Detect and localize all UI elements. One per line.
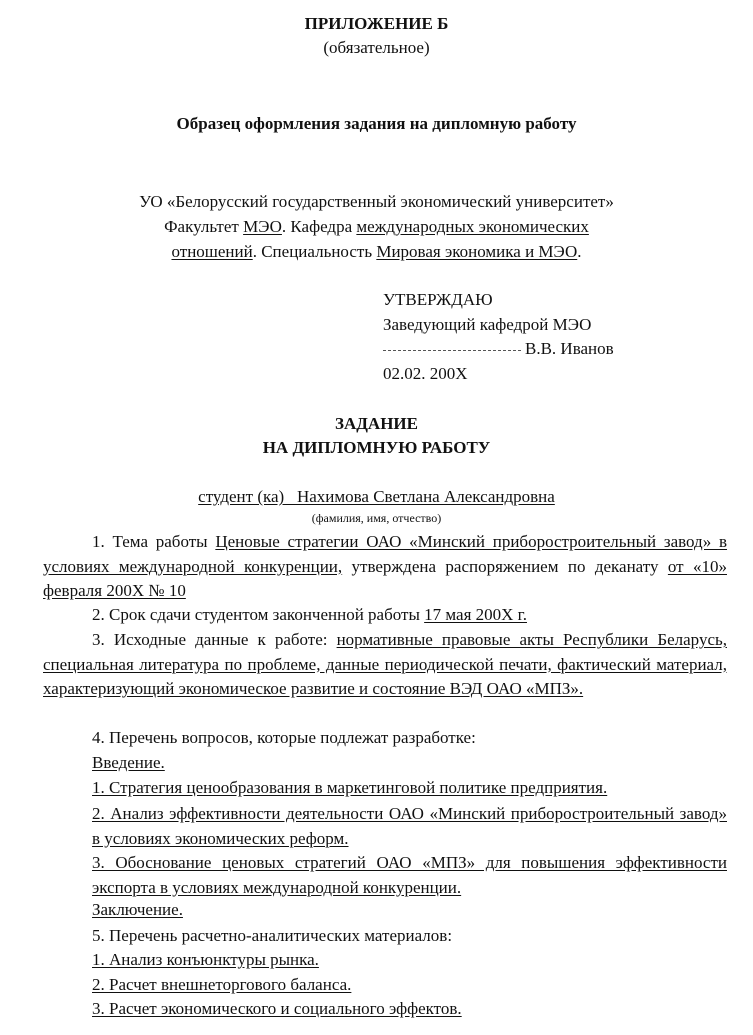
institution-name: УО «Белорусский государственный экономический университет» bbox=[139, 192, 614, 211]
faculty-value: МЭО bbox=[243, 217, 282, 236]
approval-signature bbox=[383, 337, 614, 362]
dept-value-2: отношений bbox=[171, 242, 253, 261]
sample-title: Образец оформления задания на дипломную работу bbox=[176, 114, 577, 133]
dept-value-1: международных экономических bbox=[356, 217, 589, 236]
item-5-m2: 2. Расчет внешнеторгового баланса. bbox=[92, 975, 352, 994]
item-3-data: нормативные правовые акты Республики Беларусь, специальная литература по проблеме, данные периодической печати, фактический материал, характеризующий экономическое развитие и состояние ВЭД ОАО «МПЗ». bbox=[43, 630, 727, 698]
item-4-label: 4. Перечень вопросов, которые подлежат разработке: bbox=[92, 728, 476, 747]
item-4-q1: 1. Стратегия ценообразования в маркетинговой политике предприятия. bbox=[92, 778, 608, 797]
item-4-q3: 3. Обоснование ценовых стратегий ОАО «МПЗ» для повышения эффективности экспорта в условиях международной конкуренции. bbox=[92, 853, 727, 897]
approval-date: 02.02. 200X bbox=[383, 363, 468, 383]
task-title bbox=[0, 412, 753, 460]
task-title-line1: ЗАДАНИЕ bbox=[334, 414, 418, 433]
item-2-label: 2. Срок сдачи студентом законченной работы bbox=[92, 605, 425, 624]
item-2 bbox=[43, 603, 727, 628]
student-line bbox=[0, 485, 753, 509]
item-3-label: 3. Исходные данные к работе: bbox=[92, 630, 337, 649]
approval-name: В.В. Иванов bbox=[525, 339, 614, 358]
item-2-date: 17 мая 200X г. bbox=[424, 605, 527, 624]
approval-block bbox=[383, 288, 614, 386]
item-1 bbox=[43, 530, 727, 604]
item-1-mid: утверждена распоряжением по деканату bbox=[342, 556, 668, 576]
item-4-conclusion: Заключение. bbox=[92, 900, 183, 919]
item-5-m3: 3. Расчет экономического и социального эффектов. bbox=[92, 999, 462, 1018]
specialty-value: Мировая экономика и МЭО bbox=[376, 242, 578, 261]
item-1-label: 1. Тема работы bbox=[92, 532, 216, 551]
appendix-mandatory: (обязательное) bbox=[323, 38, 430, 57]
item-4-intro: Введение. bbox=[92, 753, 165, 772]
item-3 bbox=[43, 628, 727, 702]
item-5-m1: 1. Анализ конъюнктуры рынка. bbox=[92, 950, 319, 969]
approval-title: УТВЕРЖДАЮ bbox=[383, 290, 493, 309]
task-title-line2: НА ДИПЛОМНУЮ РАБОТУ bbox=[262, 438, 491, 457]
specialty-label: . Специальность bbox=[252, 242, 377, 261]
specialty-line bbox=[0, 239, 753, 264]
signature-line bbox=[383, 350, 521, 351]
item-1-topic: Ценовые стратегии ОАО «Минский приборостроительный завод» в условиях международной конкуренции, bbox=[43, 532, 728, 576]
appendix-title: ПРИЛОЖЕНИЕ Б bbox=[304, 14, 449, 33]
item-1-order: от «10» февраля 200X № 10 bbox=[43, 556, 727, 600]
item-5-label: 5. Перечень расчетно-аналитических материалов: bbox=[92, 926, 453, 945]
item-4-q2: 2. Анализ эффективности деятельности ОАО «Минский приборостроительный завод» в условиях экономических реформ. bbox=[92, 804, 727, 848]
faculty-line bbox=[0, 214, 753, 239]
student-caption: (фамилия, имя, отчество) bbox=[311, 511, 442, 525]
faculty-label: Факультет bbox=[164, 217, 244, 236]
end-period: . bbox=[577, 242, 582, 261]
student-name: студент (ка) Нахимова Светлана Александровна bbox=[198, 487, 555, 506]
institution-block bbox=[0, 189, 753, 264]
approval-position: Заведующий кафедрой МЭО bbox=[383, 314, 592, 334]
dept-label: . Кафедра bbox=[281, 217, 357, 236]
